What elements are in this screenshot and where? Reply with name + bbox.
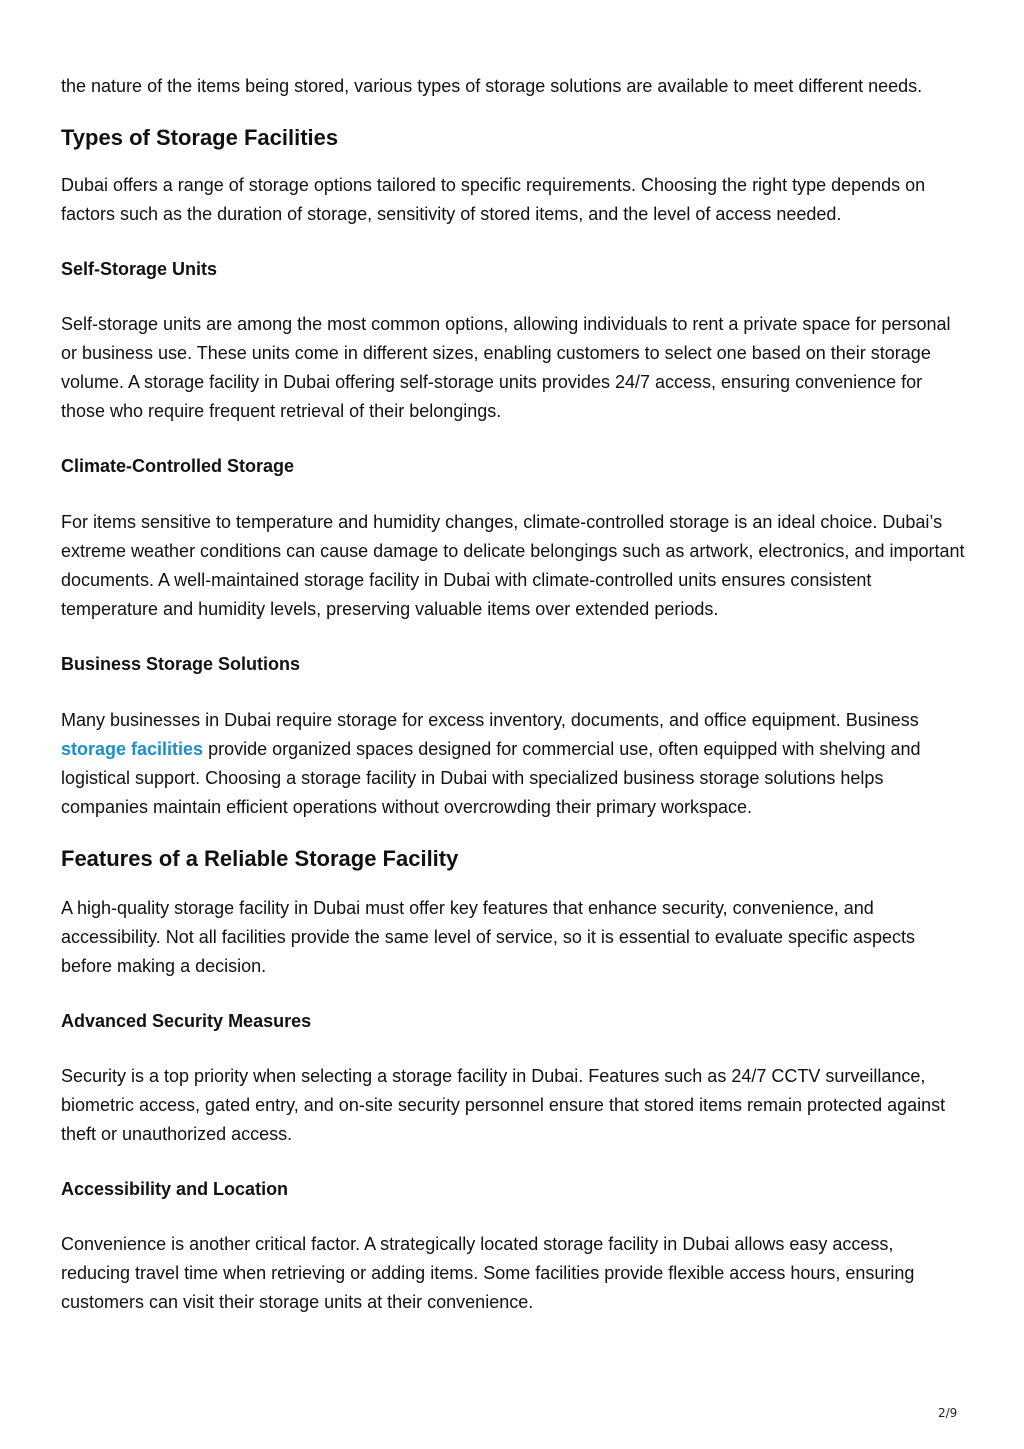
storage-facilities-link[interactable]: storage facilities — [61, 739, 204, 759]
intro-continued-paragraph: the nature of the items being stored, various types of storage solutions are available to meet different needs. — [61, 76, 923, 96]
security-paragraph: Security is a top priority when selecting a storage facility in Dubai. Features such as 24/7 CCTV surveillance, biometric access, gated entry, and on-site security personnel ensure that stored items remain protected against theft or unauthorized access. — [61, 1066, 946, 1144]
climate-storage-paragraph: For items sensitive to temperature and humidity changes, climate-controlled storage is an ideal choice. Dubai’s extreme weather conditions can cause damage to delicate belongings such as artwork, electronics, and important documents. A well-maintained storage facility in Dubai with climate-controlled units ensures consistent temperature and humidity levels, preserving valuable items over extended periods. — [61, 512, 965, 619]
types-intro-paragraph: Dubai offers a range of storage options tailored to specific requirements. Choosing the right type depends on factors such as the duration of storage, sensitivity of stored items, and the level of access needed. — [61, 175, 926, 224]
accessibility-paragraph: Convenience is another critical factor. A strategically located storage facility in Dubai allows easy access, reducing travel time when retrieving or adding items. Some facilities provide flexible access hours, ensuring customers can visit their storage units at their convenience. — [61, 1234, 915, 1312]
security-heading: Advanced Security Measures — [61, 1011, 312, 1031]
self-storage-heading: Self-Storage Units — [61, 259, 218, 279]
features-intro-paragraph: A high-quality storage facility in Dubai must offer key features that enhance security, convenience, and accessibility. Not all facilities provide the same level of service, so it is essential to evaluate specific aspects before making a decision. — [61, 898, 916, 976]
document-page — [61, 72, 967, 1317]
accessibility-heading: Accessibility and Location — [61, 1179, 289, 1199]
types-section-heading: Types of Storage Facilities — [61, 125, 339, 150]
features-section-heading: Features of a Reliable Storage Facility — [61, 846, 459, 871]
business-text-after-link: provide organized spaces designed for commercial use, often equipped with shelving and logistical support. Choosing a storage facility in Dubai with specialized business storage solutions helps companies maintain efficient operations without overcrowding their primary workspace. — [61, 739, 921, 817]
self-storage-paragraph: Self-storage units are among the most common options, allowing individuals to rent a private space for personal or business use. These units come in different sizes, enabling customers to select one based on their storage volume. A storage facility in Dubai offering self-storage units provides 24/7 access, ensuring convenience for those who require frequent retrieval of their belongings. — [61, 314, 951, 421]
climate-storage-heading: Climate-Controlled Storage — [61, 456, 295, 476]
business-storage-heading: Business Storage Solutions — [61, 654, 301, 674]
business-text-before-link: Many businesses in Dubai require storage for excess inventory, documents, and office equipment. Business — [61, 710, 919, 730]
business-storage-paragraph — [61, 706, 967, 822]
page-number: 2/9 — [938, 1406, 958, 1420]
